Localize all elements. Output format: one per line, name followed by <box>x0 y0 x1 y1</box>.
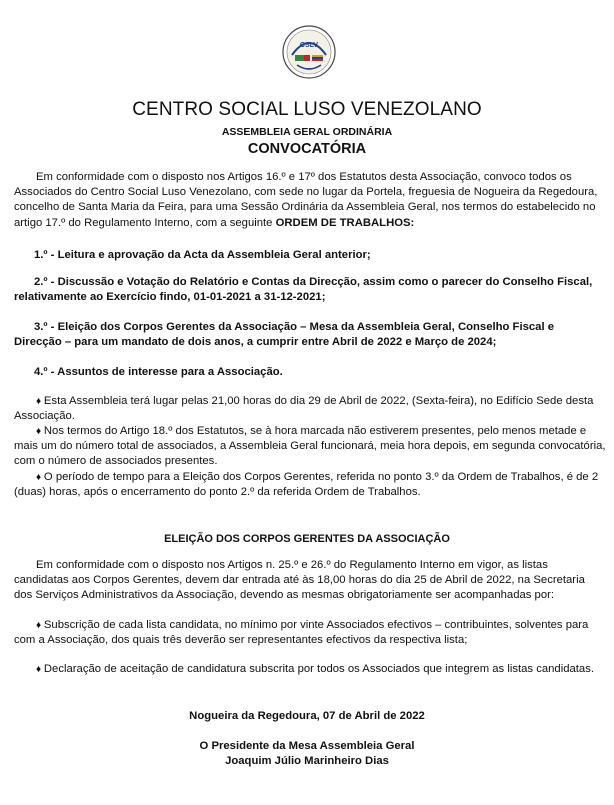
agenda-label: ORDEM DE TRABALHOS: <box>275 216 415 229</box>
bullet-diamond-icon: ♦ <box>36 426 44 437</box>
agenda-item-3: 3.º - Eleição dos Corpos Gerentes da Associação – Mesa da Assembleia Geral, Conselho Fiscal e Direcção – para um mandato de dois anos, a cumprir entre Abril de 2022 e Março de 2024; <box>14 321 555 349</box>
bullet-diamond-icon: ♦ <box>36 472 44 483</box>
association-seal-logo <box>282 25 336 79</box>
note-item-2 <box>14 424 610 470</box>
election-item-2 <box>14 662 610 677</box>
election-heading: ELEIÇÃO DOS CORPOS GERENTES DA ASSOCIAÇÃO <box>164 533 450 545</box>
bullet-diamond-icon: ♦ <box>36 620 44 631</box>
note-text-1: Esta Assembleia terá lugar pelas 21,00 horas do dia 29 de Abril de 2022, (Sexta-feira), no Edifício Sede desta Associação. <box>14 395 594 423</box>
election-intro-paragraph: Em conformidade com o disposto nos Artigos n. 25.º e 26.º do Regulamento Interno em vigor, as listas candidatas aos Corpos Gerentes, devem dar entrada até às 18,00 horas do dia 25 de Abril de 2022, na Secretaria dos Serviços Administrativos da Associação, devendo as mesmas obrigatoriamente ser acompanhadas por: <box>14 559 585 602</box>
assembly-subtitle: ASSEMBLEIA GERAL ORDINÁRIA <box>221 126 393 138</box>
svg-text:CSLV: CSLV <box>299 42 319 49</box>
convocation-heading: CONVOCATÓRIA <box>247 141 367 157</box>
bullet-diamond-icon: ♦ <box>36 396 44 407</box>
bullet-diamond-icon: ♦ <box>36 664 44 675</box>
election-item-text-2: Declaração de aceitação de candidatura subscrita por todos os Associados que integrem as listas candidatas. <box>43 663 594 675</box>
agenda-item-2: 2.º - Discussão e Votação do Relatório e Contas da Direcção, assim como o parecer do Conselho Fiscal, relativamente ao Exercício findo, 01-01-2021 a 31-12-2021; <box>14 276 593 304</box>
note-text-2: Nos termos do Artigo 18.º dos Estatutos, se à hora marcada não estiverem presentes, pelo menos metade e mais um do número total de associados, a Assembleia Geral funcionará, meia hora depois, em segunda convocatória, com o número de associados presentes. <box>14 425 606 468</box>
note-item-3 <box>14 470 610 500</box>
election-item-text-1: Subscrição de cada lista candidata, no mínimo por vinte Associados efectivos – contribuintes, solventes para com a Associação, dos quais três deverão ser representantes efectivos da respectiva lista; <box>14 619 589 647</box>
association-name-title: CENTRO SOCIAL LUSO VENEZOLANO <box>132 99 482 120</box>
note-text-3: O período de tempo para a Eleição dos Corpos Gerentes, referida no ponto 3.º da Ordem de Trabalhos, é de 2 (duas) horas, após o encerramento do ponto 2.º da referida Ordem de Trabalhos. <box>14 471 599 499</box>
intro-text: Em conformidade com o disposto nos Artigos 16.º e 17º dos Estatutos desta Associação, convoco todos os Associados do Centro Social Luso Venezolano, com sede no lugar da Portela, freguesia de Nogueira da Regedoura, concelho de Santa Maria da Feira, para uma Sessão Ordinária da Assembleia Geral, nos termos do estabelecido no artigo 17.º do Regulamento Interno, com a seguinte <box>14 171 598 229</box>
election-item-1 <box>14 618 610 648</box>
agenda-item-1: 1.º - Leitura e aprovação da Acta da Assembleia Geral anterior; <box>34 249 371 261</box>
note-item-1 <box>14 394 610 424</box>
intro-paragraph <box>14 170 602 231</box>
signatory-name: Joaquim Júlio Marinheiro Dias <box>225 755 389 767</box>
signatory-role: O Presidente da Mesa Assembleia Geral <box>199 740 415 752</box>
place-date: Nogueira da Regedoura, 07 de Abril de 2022 <box>189 710 425 722</box>
agenda-item-4: 4.º - Assuntos de interesse para a Associação. <box>34 366 283 378</box>
